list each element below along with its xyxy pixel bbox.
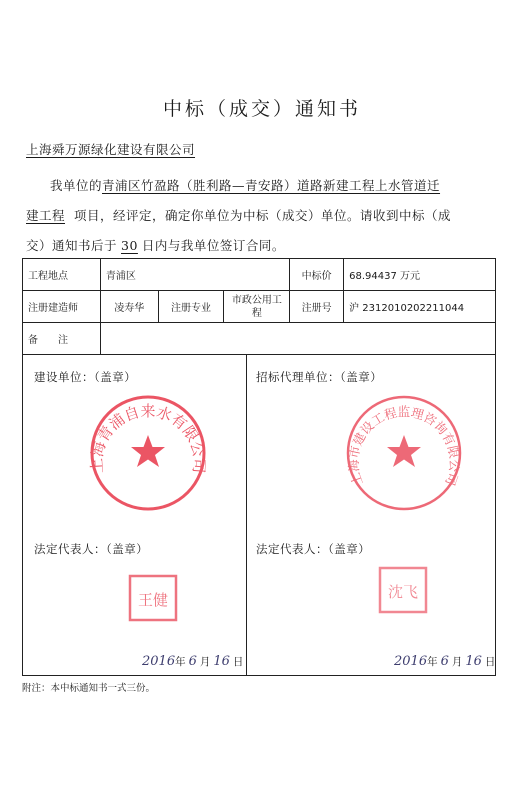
specialty-label: 注册专业 [158, 291, 224, 323]
project-name-part-2: 建工程 [26, 208, 66, 223]
year-suffix: 年 [175, 656, 186, 668]
agent-rep-seal [378, 566, 428, 614]
builder-rep-seal-text: 王健 [137, 591, 169, 609]
agent-seal-stamp [344, 393, 464, 513]
para-line-2 [26, 206, 496, 224]
agent-sign-date [394, 654, 495, 669]
builder-date-day: 16 [213, 654, 230, 669]
signature-divider [246, 355, 247, 675]
month-suffix: 月 [451, 656, 463, 668]
engineer-value: 凌寿华 [100, 291, 158, 323]
table-row [23, 291, 496, 323]
para-text-2: 项目，经评定，确定你单位为中标（成交）单位。请收到中标（成 [73, 208, 451, 223]
builder-sign-date [142, 654, 243, 669]
regno-label: 注册号 [290, 291, 344, 323]
remark-label: 备 注 [23, 323, 101, 355]
para-line-1 [26, 176, 496, 194]
table-row [23, 323, 496, 355]
agent-date-day: 16 [465, 654, 482, 669]
price-label: 中标价 [290, 259, 344, 291]
builder-date-month: 6 [188, 654, 197, 669]
agent-seal-text: 上海市建设工程监理咨询有限公司 [345, 404, 463, 488]
month-suffix: 月 [199, 656, 211, 668]
para-line3-suffix: 日内与我单位签订合同。 [141, 238, 285, 253]
builder-rep-seal [128, 574, 178, 622]
location-value: 青浦区 [100, 259, 289, 291]
para-line3-prefix: 交）通知书后于 [26, 238, 118, 253]
recipient-company: 上海舜万源绿化建设有限公司 [26, 142, 196, 157]
builder-seal-stamp [88, 393, 208, 513]
project-name-part-1: 青浦区竹盈路（胜利路—青安路）道路新建工程上水管道迁 [102, 178, 441, 193]
table-row [23, 259, 496, 291]
agent-date-year: 2016 [394, 654, 428, 669]
specialty-value: 市政公用工程 [224, 291, 290, 323]
day-suffix: 日 [484, 656, 496, 668]
builder-unit-label: 建设单位：（盖章） [34, 370, 137, 384]
regno-value: 沪 2312010202211044 [344, 291, 496, 323]
para-line-3 [26, 236, 496, 254]
price-value: 68.94437 万元 [344, 259, 496, 291]
remark-value [100, 323, 495, 355]
engineer-label: 注册建造师 [23, 291, 101, 323]
year-suffix: 年 [427, 656, 438, 668]
agent-date-month: 6 [440, 654, 449, 669]
day-suffix: 日 [232, 656, 244, 668]
builder-date-year: 2016 [142, 654, 176, 669]
location-label: 工程地点 [23, 259, 101, 291]
info-table [22, 258, 496, 355]
builder-seal-text: 上海青浦自来水有限公司 [87, 402, 209, 474]
page-title: 中标（成交）通知书 [162, 98, 361, 120]
builder-rep-label: 法定代表人：（盖章） [34, 542, 149, 556]
agent-unit-label: 招标代理单位：（盖章） [256, 370, 383, 384]
contract-days: 30 [121, 238, 138, 253]
agent-rep-label: 法定代表人：（盖章） [256, 542, 371, 556]
footer-note: 附注：本中标通知书一式三份。 [22, 683, 156, 694]
para-prefix: 我单位的 [50, 178, 103, 193]
agent-rep-seal-text: 沈飞 [387, 583, 419, 601]
